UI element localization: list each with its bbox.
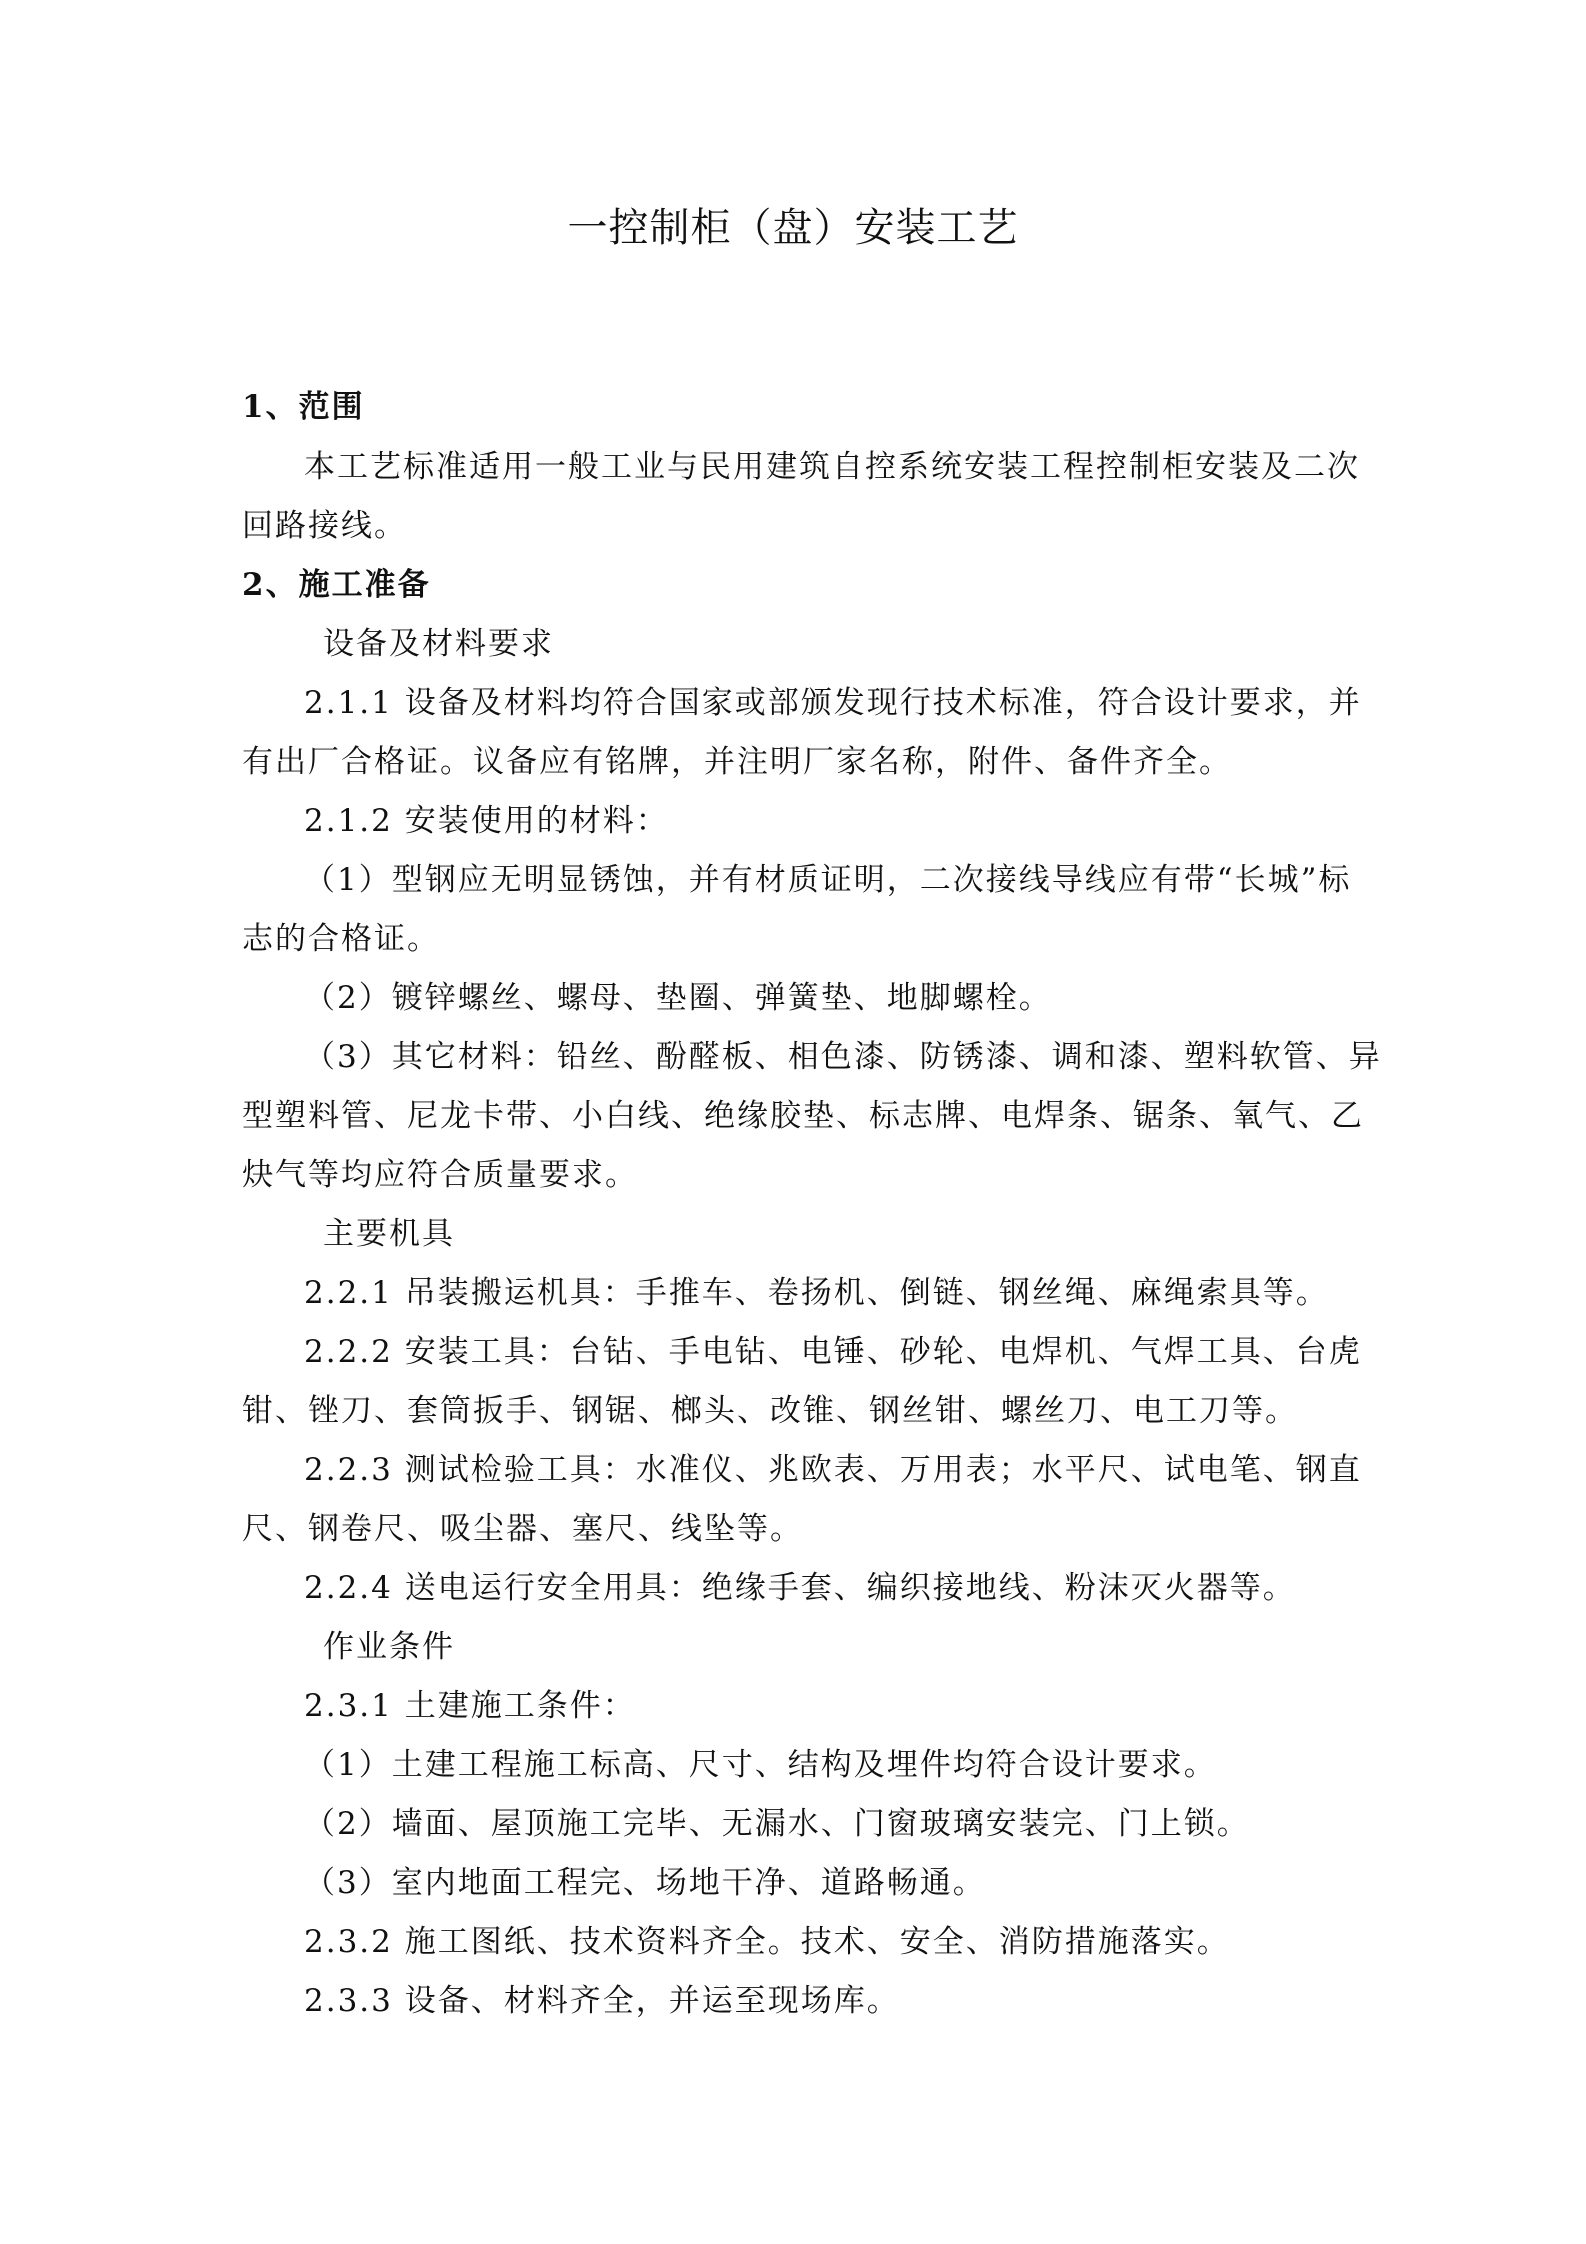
paragraph-line: （2）镀锌螺丝、螺母、垫圈、弹簧垫、地脚螺栓。	[304, 980, 1052, 1016]
section-heading-scope: 1、范围	[242, 389, 365, 425]
paragraph-line: 2.2.3 测试检验工具：水准仪、兆欧表、万用表；水平尺、试电笔、钢直	[304, 1452, 1362, 1488]
paragraph-line: 本工艺标准适用一般工业与民用建筑自控系统安装工程控制柜安装及二次	[304, 449, 1360, 485]
subsection-heading: 设备及材料要求	[323, 626, 554, 662]
paragraph-line: 2.3.3 设备、材料齐全，并运至现场库。	[304, 1983, 900, 2019]
paragraph-line: （1）型钢应无明显锈蚀，并有材质证明，二次接线导线应有带“长城”标	[304, 862, 1352, 898]
subsection-heading: 主要机具	[323, 1216, 455, 1252]
section-heading-preparation: 2、施工准备	[242, 567, 431, 603]
subsection-heading: 作业条件	[323, 1629, 455, 1665]
paragraph-line: 2.1.2 安装使用的材料：	[304, 803, 669, 839]
paragraph-line: （3）其它材料：铅丝、酚醛板、相色漆、防锈漆、调和漆、塑料软管、异	[304, 1039, 1382, 1075]
paragraph-line: 回路接线。	[242, 508, 407, 544]
paragraph-line: 炔气等均应符合质量要求。	[242, 1157, 638, 1193]
paragraph-line: 尺、钢卷尺、吸尘器、塞尺、线坠等。	[242, 1511, 803, 1547]
paragraph-line: 型塑料管、尼龙卡带、小白线、绝缘胶垫、标志牌、电焊条、锯条、氧气、乙	[242, 1098, 1364, 1134]
paragraph-line: 2.3.2 施工图纸、技术资料齐全。技术、安全、消防措施落实。	[304, 1924, 1230, 1960]
paragraph-line: （3）室内地面工程完、场地干净、道路畅通。	[304, 1865, 986, 1901]
document-title: 一控制柜（盘）安装工艺	[567, 205, 1019, 251]
paragraph-line: 2.2.4 送电运行安全用具：绝缘手套、编织接地线、粉沫灭火器等。	[304, 1570, 1296, 1606]
paragraph-line: 钳、锉刀、套筒扳手、钢锯、榔头、改锥、钢丝钳、螺丝刀、电工刀等。	[242, 1393, 1298, 1429]
paragraph-line: （2）墙面、屋顶施工完毕、无漏水、门窗玻璃安装完、门上锁。	[304, 1806, 1250, 1842]
paragraph-line: 2.2.1 吊装搬运机具：手推车、卷扬机、倒链、钢丝绳、麻绳索具等。	[304, 1275, 1329, 1311]
paragraph-line: 有出厂合格证。议备应有铭牌，并注明厂家名称，附件、备件齐全。	[242, 744, 1232, 780]
paragraph-line: （1）土建工程施工标高、尺寸、结构及埋件均符合设计要求。	[304, 1747, 1217, 1783]
paragraph-line: 2.1.1 设备及材料均符合国家或部颁发现行技术标准，符合设计要求，并	[304, 685, 1362, 721]
paragraph-line: 2.2.2 安装工具：台钻、手电钻、电锤、砂轮、电焊机、气焊工具、台虎	[304, 1334, 1362, 1370]
paragraph-line: 志的合格证。	[242, 921, 440, 957]
paragraph-line: 2.3.1 土建施工条件：	[304, 1688, 636, 1724]
